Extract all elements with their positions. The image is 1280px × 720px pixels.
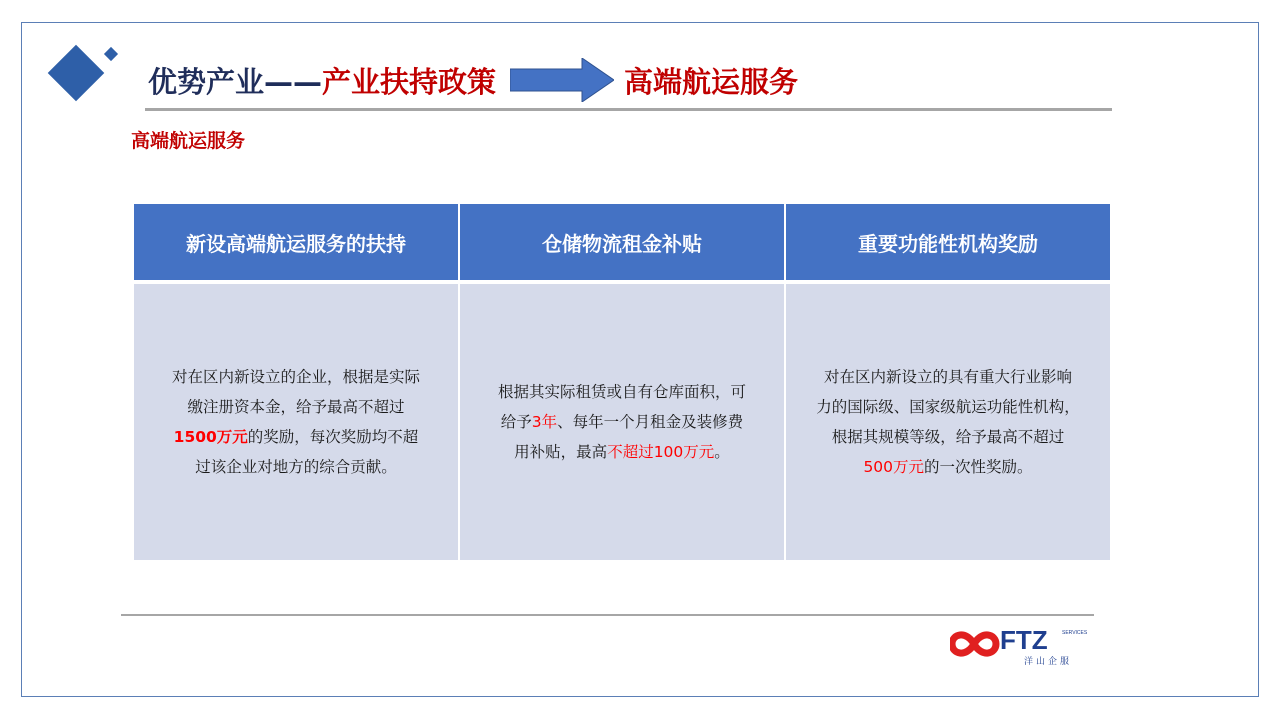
cell-institution-award: [786, 284, 1110, 560]
right-arrow-icon: [510, 58, 614, 102]
title-part-advantage: 优势产业——: [148, 64, 323, 99]
text-line: 给予: [500, 413, 532, 431]
policy-table: [134, 204, 1110, 560]
text-line: 。: [714, 443, 730, 461]
slide-title: [148, 58, 798, 102]
text-line: 用补贴，最高: [514, 443, 608, 461]
title-part-shipping: 高端航运服务: [624, 64, 799, 99]
text-line: 对在区内新设立的具有重大行业影响: [823, 368, 1072, 386]
logo-mark: FTZ: [1000, 625, 1048, 655]
text-line: 力的国际级、国家级航运功能性机构，: [816, 398, 1080, 416]
highlight-years: 3年: [531, 413, 558, 431]
footer-divider: [121, 614, 1094, 616]
highlight-amount: 1500万元: [173, 428, 248, 446]
text-line: 根据其规模等级，给予最高不超过: [831, 428, 1065, 446]
text-line: 根据其实际租赁或自有仓库面积，可: [497, 383, 746, 401]
text-line: 缴注册资本金，给予最高不超过: [187, 398, 405, 416]
header-institution-award: 重要功能性机构奖励: [786, 204, 1110, 280]
text-line: 的奖励，每次奖励均不超: [247, 428, 419, 446]
text-line: 的一次性奖励。: [924, 458, 1033, 476]
text-line: 过该企业对地方的综合贡献。: [195, 458, 397, 476]
text-line: 、每年一个月租金及装修费: [557, 413, 744, 431]
highlight-amount: 500万元: [863, 458, 925, 476]
section-subtitle: 高端航运服务: [131, 130, 246, 152]
header-warehouse-subsidy: 仓储物流租金补贴: [460, 204, 784, 280]
cell-warehouse-subsidy: [460, 284, 784, 560]
logo-cn-text: 洋山企服: [1024, 657, 1073, 667]
header-new-shipping-support: 新设高端航运服务的扶持: [134, 204, 458, 280]
cell-new-shipping-support: [134, 284, 458, 560]
ftz-logo: [950, 620, 1098, 668]
title-part-policy: 产业扶持政策: [322, 64, 497, 99]
infinity-logo-icon: [952, 635, 996, 653]
title-divider: [145, 108, 1112, 111]
logo-services-text: SERVICES: [1062, 630, 1088, 636]
text-line: 对在区内新设立的企业，根据是实际: [171, 368, 420, 386]
highlight-amount: 不超过100万元: [607, 443, 715, 461]
